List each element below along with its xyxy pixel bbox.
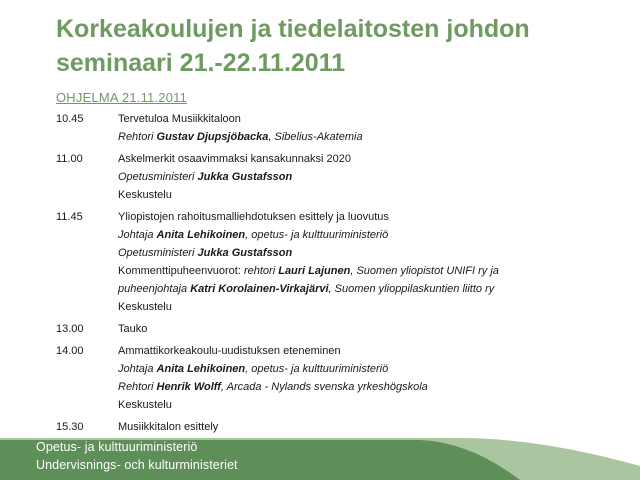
agenda-line bbox=[118, 262, 616, 280]
agenda-line bbox=[118, 244, 616, 262]
agenda-text: , opetus- ja kulttuuriministeriö bbox=[245, 363, 389, 375]
agenda-line bbox=[118, 226, 616, 244]
agenda-text: Opetusministeri bbox=[118, 171, 198, 183]
agenda-details bbox=[118, 208, 616, 316]
agenda-time: 10.45 bbox=[56, 113, 84, 125]
agenda-entry bbox=[56, 342, 616, 414]
agenda-text: Rehtori bbox=[118, 131, 157, 143]
agenda-text: Yliopistojen rahoitusmalliehdotuksen esittely ja luovutus bbox=[118, 211, 389, 223]
agenda-entry bbox=[56, 150, 616, 204]
agenda-line bbox=[118, 186, 616, 204]
agenda-line bbox=[118, 360, 616, 378]
speaker-name: Katri Korolainen-Virkajärvi bbox=[190, 283, 329, 295]
agenda-text: Musiikkitalon esittely bbox=[118, 421, 219, 433]
speaker-name: Henrik Wolff bbox=[156, 381, 221, 393]
page-title: Korkeakoulujen ja tiedelaitosten johdon seminaari 21.-22.11.2011 bbox=[56, 15, 530, 77]
agenda-details bbox=[118, 342, 616, 414]
agenda-text: , Arcada - Nylands svenska yrkeshögskola bbox=[220, 381, 428, 393]
agenda-text: rehtori bbox=[243, 265, 279, 277]
agenda-text: Tervetuloa Musiikkitaloon bbox=[118, 113, 241, 125]
agenda-time: 13.00 bbox=[56, 323, 84, 335]
agenda-line bbox=[118, 378, 616, 396]
agenda-line bbox=[118, 320, 616, 338]
agenda-line bbox=[118, 168, 616, 186]
agenda-text: Keskustelu bbox=[118, 399, 172, 411]
speaker-name: Anita Lehikoinen bbox=[156, 229, 246, 241]
agenda-line bbox=[118, 342, 616, 360]
agenda-entry bbox=[56, 208, 616, 316]
agenda-line bbox=[118, 128, 616, 146]
agenda-text: puheenjohtaja bbox=[118, 283, 191, 295]
agenda-line bbox=[118, 208, 616, 226]
ministry-name bbox=[36, 438, 238, 474]
agenda-text: Kommenttipuheenvuorot: bbox=[118, 265, 244, 277]
agenda-text: , Suomen yliopistot UNIFI ry ja bbox=[350, 265, 499, 277]
agenda-line bbox=[118, 110, 616, 128]
agenda-text: Askelmerkit osaavimmaksi kansakunnaksi 2020 bbox=[118, 153, 351, 165]
agenda-line bbox=[118, 280, 616, 298]
agenda-entry bbox=[56, 418, 616, 436]
agenda-line bbox=[118, 298, 616, 316]
agenda-details bbox=[118, 150, 616, 204]
agenda-time: 15.30 bbox=[56, 421, 84, 433]
agenda-details bbox=[118, 320, 616, 338]
speaker-name: Anita Lehikoinen bbox=[156, 363, 246, 375]
agenda-text: Johtaja bbox=[118, 229, 157, 241]
ministry-name-finnish: Opetus- ja kulttuuriministeriö bbox=[36, 440, 198, 454]
agenda-text: , Sibelius-Akatemia bbox=[268, 131, 363, 143]
agenda-time: 14.00 bbox=[56, 345, 84, 357]
ministry-name-swedish: Undervisnings- och kulturministeriet bbox=[36, 458, 238, 472]
program-date-heading: OHJELMA 21.11.2011 bbox=[56, 90, 188, 105]
agenda-details bbox=[118, 418, 616, 436]
agenda-text: Tauko bbox=[118, 323, 148, 335]
agenda-time: 11.45 bbox=[56, 211, 83, 223]
agenda-text: Rehtori bbox=[118, 381, 157, 393]
agenda-text: , opetus- ja kulttuuriministeriö bbox=[245, 229, 389, 241]
agenda-line bbox=[118, 396, 616, 414]
footer-band bbox=[0, 436, 640, 480]
agenda-line bbox=[118, 150, 616, 168]
speaker-name: Lauri Lajunen bbox=[278, 265, 351, 277]
agenda-entry bbox=[56, 320, 616, 338]
agenda-entry bbox=[56, 110, 616, 146]
speaker-name: Gustav Djupsjöbacka bbox=[156, 131, 269, 143]
agenda-text: Johtaja bbox=[118, 363, 157, 375]
agenda-text: Opetusministeri bbox=[118, 247, 198, 259]
agenda-text: Keskustelu bbox=[118, 189, 172, 201]
speaker-name: Jukka Gustafsson bbox=[197, 171, 293, 183]
speaker-name: Jukka Gustafsson bbox=[197, 247, 293, 259]
agenda-list bbox=[56, 110, 616, 440]
agenda-text: , Suomen ylioppilaskuntien liitto ry bbox=[328, 283, 495, 295]
agenda-details bbox=[118, 110, 616, 146]
agenda-time: 11.00 bbox=[56, 153, 83, 165]
agenda-text: Ammattikorkeakoulu-uudistuksen eteneminen bbox=[118, 345, 341, 357]
agenda-line bbox=[118, 418, 616, 436]
agenda-text: Keskustelu bbox=[118, 301, 172, 313]
